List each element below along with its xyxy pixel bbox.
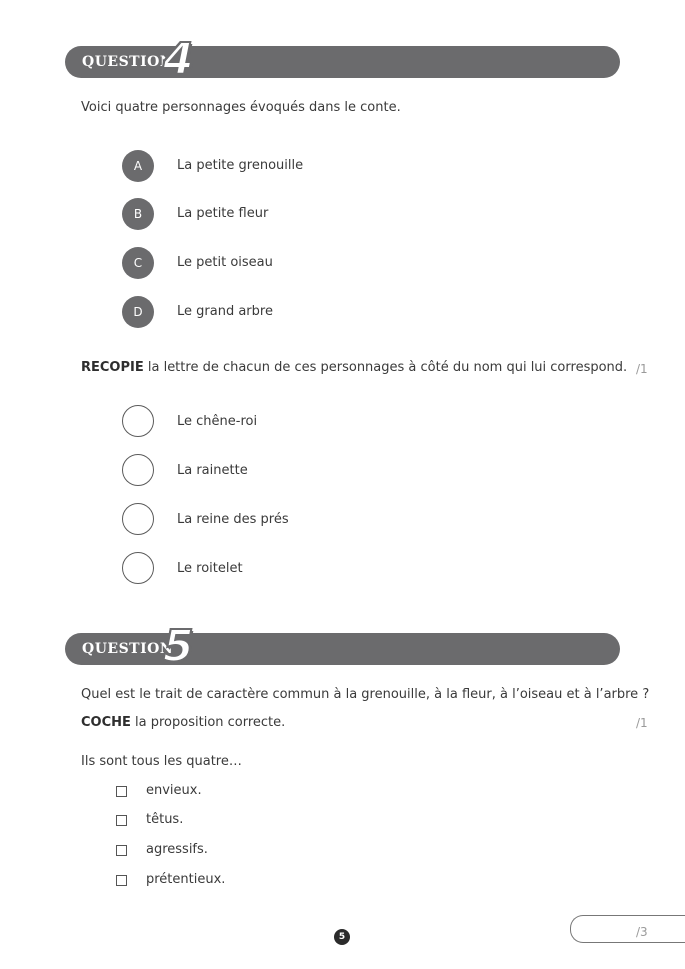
total-score: /3	[636, 925, 648, 939]
name-label: La rainette	[177, 463, 248, 478]
option-label: agressifs.	[146, 842, 208, 857]
answer-circle-2[interactable]	[122, 454, 154, 486]
answer-circle-3[interactable]	[122, 503, 154, 535]
letter-badge-a: A	[122, 150, 154, 182]
name-label: La reine des prés	[177, 512, 289, 527]
instruction-verb: COCHE	[81, 715, 131, 730]
instruction-text: la lettre de chacun de ces personnages à côté du nom qui lui correspond.	[143, 360, 628, 375]
instruction-text: la proposition correcte.	[130, 715, 286, 730]
question-5-score: /1	[636, 716, 648, 730]
question-4-score: /1	[636, 362, 648, 376]
option-checkbox-3[interactable]	[116, 845, 127, 856]
letter-badge-b: B	[122, 198, 154, 230]
question-5-lead: Ils sont tous les quatre…	[81, 754, 242, 769]
question-5-instruction	[81, 715, 285, 730]
name-label: Le chêne-roi	[177, 414, 258, 429]
letter-badge-d: D	[122, 296, 154, 328]
option-label: têtus.	[146, 812, 184, 827]
question-4-intro: Voici quatre personnages évoqués dans le conte.	[81, 100, 401, 115]
page-number: 5	[334, 929, 350, 945]
character-name: La petite grenouille	[177, 158, 304, 173]
question-number: 5	[163, 621, 194, 672]
answer-circle-1[interactable]	[122, 405, 154, 437]
question-4-instruction	[81, 360, 627, 375]
answer-circle-4[interactable]	[122, 552, 154, 584]
question-number: 4	[163, 34, 194, 85]
option-checkbox-2[interactable]	[116, 815, 127, 826]
option-checkbox-1[interactable]	[116, 786, 127, 797]
name-label: Le roitelet	[177, 561, 243, 576]
question-label: QUESTION	[82, 54, 174, 70]
option-checkbox-4[interactable]	[116, 875, 127, 886]
question-5-text: Quel est le trait de caractère commun à la grenouille, à la fleur, à l’oiseau et à l’arbre ?	[81, 687, 650, 702]
letter-badge-c: C	[122, 247, 154, 279]
question-4-header	[65, 34, 620, 85]
instruction-verb: RECOPIE	[81, 360, 144, 375]
option-label: prétentieux.	[146, 872, 226, 887]
character-name: Le petit oiseau	[177, 255, 273, 270]
question-label: QUESTION	[82, 641, 174, 657]
character-name: Le grand arbre	[177, 304, 273, 319]
question-5-header	[65, 621, 620, 672]
total-score-box	[570, 915, 685, 943]
character-name: La petite fleur	[177, 206, 269, 221]
option-label: envieux.	[146, 783, 202, 798]
